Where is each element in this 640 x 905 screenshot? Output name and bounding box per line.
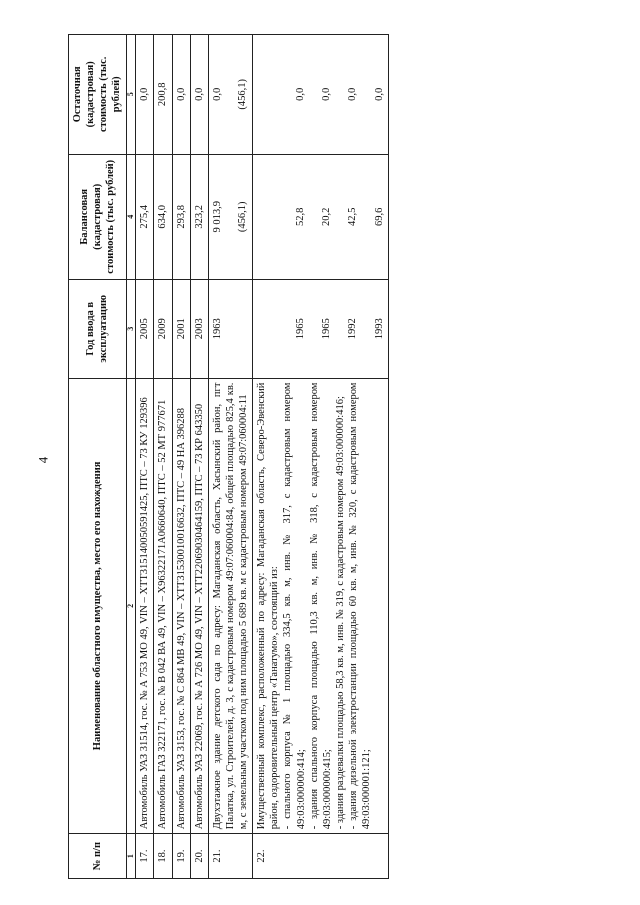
commission-year: 1965 — [295, 318, 307, 340]
residual-value: 0,0 — [172, 35, 190, 155]
commission-year: 1993 — [373, 318, 385, 340]
row-number: 21. — [208, 834, 252, 879]
header-number: № п/п — [69, 834, 127, 879]
table-row — [253, 35, 389, 879]
balance-value: 634,0 — [154, 154, 172, 279]
balance-value-list — [253, 154, 389, 279]
commission-year: 2009 — [154, 280, 172, 379]
residual-land-value: (456,1) — [236, 78, 248, 110]
property-name: Автомобиль ГАЗ 322171, гос. № В 042 ВА 49, VIN – Х96322171А0660640, ПТС – 52 МТ 977671 — [154, 378, 172, 834]
table-row — [208, 35, 252, 879]
column-index: 1 — [126, 834, 136, 879]
commission-year: 2005 — [136, 280, 154, 379]
row-number: 18. — [154, 834, 172, 879]
header-year: Год ввода в эксплуатацию — [69, 280, 127, 379]
column-index: 5 — [126, 35, 136, 155]
property-table — [68, 34, 389, 879]
residual-value: 0,0 — [295, 87, 307, 101]
commission-year: 2001 — [172, 280, 190, 379]
balance-value: 20,2 — [321, 207, 333, 226]
table-row — [154, 35, 172, 879]
row-number: 22. — [253, 834, 389, 879]
balance-value: 52,8 — [295, 207, 307, 226]
table-row — [190, 35, 208, 879]
complex-item: - здания спального корпуса площадью 110,3 кв. м, инв. № 318, с кадастровым номером 49:03:000000:415; — [308, 382, 333, 830]
balance-value-cell — [208, 154, 252, 279]
commission-year: 2003 — [190, 280, 208, 379]
column-index-row — [126, 35, 136, 879]
commission-year-list — [253, 280, 389, 379]
complex-item: - здания раздевалки площадью 58,3 кв. м, инв. № 319, с кадастровым номером 49:03:000000:416; — [334, 396, 346, 830]
residual-value: 0,0 — [136, 35, 154, 155]
column-index: 2 — [126, 378, 136, 834]
property-name: Автомобиль УАЗ 3153, гос. № С 864 МВ 49, VIN – ХТТ31530010016632, ПТС – 49 НА 396288 — [172, 378, 190, 834]
balance-value: 69,6 — [373, 207, 385, 226]
header-row — [69, 35, 127, 879]
property-name: Автомобиль УАЗ 22069, гос. № А 726 МО 49, VIN – ХТТ22069030464159, ПТС – 73 КР 643350 — [190, 378, 208, 834]
residual-value: 0,0 — [190, 35, 208, 155]
header-residual: Остаточная (кадастровая) стоимость (тыс. рублей) — [69, 35, 127, 155]
property-name: Двухэтажное здание детского сада по адресу: Магаданская область, Хасынский район, пгт Палатка, ул. Строителей, д. 3, с кадастровым номером 49:07:060004:84, общей площадью 825,4 кв. м, с земельным участком под ним площадью 5 689 кв. м с кадастровым номером 49:07:060004:11 — [208, 378, 252, 834]
row-number: 20. — [190, 834, 208, 879]
row-number: 19. — [172, 834, 190, 879]
table-row — [172, 35, 190, 879]
residual-value-list — [253, 35, 389, 155]
header-balance: Балансовая (кадастровая) стоимость (тыс. рублей) — [69, 154, 127, 279]
commission-year: 1965 — [321, 318, 333, 340]
complex-intro: Имущественный комплекс, расположенный по адресу: Магаданская область, Северо-Эвенский район, оздоровительный центр «Танатумо», состоящий из: — [256, 382, 281, 830]
row-number: 17. — [136, 834, 154, 879]
balance-value: 323,2 — [190, 154, 208, 279]
residual-value: 0,0 — [211, 87, 223, 101]
balance-value: 275,4 — [136, 154, 154, 279]
balance-value: 42,5 — [347, 207, 359, 226]
rotated-table-wrapper — [68, 34, 608, 879]
column-index: 4 — [126, 154, 136, 279]
column-index: 3 — [126, 280, 136, 379]
balance-value: 9 013,9 — [211, 201, 223, 233]
header-name: Наименование областного имущества, место его нахождения — [69, 378, 127, 834]
property-complex — [253, 378, 389, 834]
residual-value: 0,0 — [321, 87, 333, 101]
balance-land-value: (456,1) — [236, 201, 248, 233]
residual-value: 0,0 — [373, 87, 385, 101]
residual-value: 0,0 — [347, 87, 359, 101]
residual-value-cell — [208, 35, 252, 155]
page-number: 4 — [35, 456, 51, 464]
residual-value: 200,8 — [154, 35, 172, 155]
complex-item: - спального корпуса № 1 площадью 334,5 кв. м, инв. № 317, с кадастровым номером 49:03:000000:414; — [282, 382, 307, 830]
complex-item: - здания дизельной электростанции площадью 60 кв. м, инв. № 320, с кадастровым номером 49:03:000001:121; — [348, 382, 373, 830]
balance-value: 293,8 — [172, 154, 190, 279]
document-page — [68, 34, 608, 879]
commission-year: 1992 — [347, 318, 359, 340]
table-row — [136, 35, 154, 879]
commission-year: 1963 — [208, 280, 252, 379]
property-name: Автомобиль УАЗ 31514, гос. № А 753 МО 49, VIN – ХТТ315140050591425, ПТС – 73 КУ 129396 — [136, 378, 154, 834]
